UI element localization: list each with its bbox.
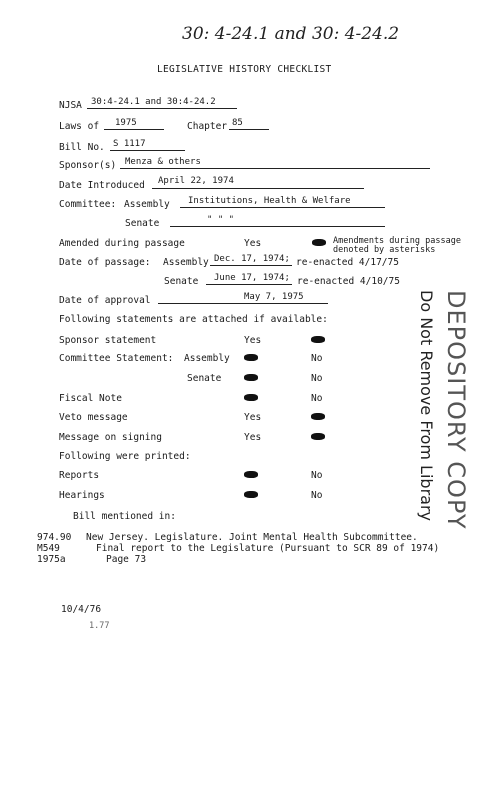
sponsor-statement-no-mark — [311, 336, 325, 343]
stamp-line-2: Do Not Remove From Library — [417, 290, 436, 521]
reports-yes-mark — [244, 471, 258, 478]
citation-line-1: New Jersey. Legislature. Joint Mental Health Subcommittee. — [86, 532, 418, 543]
date-introduced-label: Date Introduced — [59, 180, 145, 191]
committee-assembly-yes-mark — [244, 354, 258, 361]
footer-date: 10/4/76 — [61, 604, 102, 615]
amend-note-2: denoted by asterisks — [333, 245, 436, 255]
veto-message-no-mark — [311, 413, 325, 420]
amend-note-1: Amendments during passage — [333, 236, 461, 246]
njsa-value: 30:4-24.1 and 30:4-24.2 — [91, 97, 216, 107]
committee-senate-label: Senate — [125, 218, 160, 229]
laws-line — [104, 129, 164, 130]
passage-assembly-label: Assembly — [163, 257, 209, 268]
citation-call-1: 974.90 — [37, 532, 72, 543]
citation-call-3: 1975a — [37, 554, 66, 565]
passage-assembly-reenacted: re-enacted 4/17/75 — [296, 257, 399, 268]
chapter-label: Chapter — [187, 121, 228, 132]
stamp-line-1: DEPOSITORY COPY — [442, 290, 470, 530]
laws-label: Laws of — [59, 121, 100, 132]
handwritten-header: 30: 4-24.1 and 30: 4-24.2 — [182, 24, 400, 44]
fiscal-note-label: Fiscal Note — [59, 393, 122, 404]
passage-senate-line — [206, 284, 292, 285]
sponsor-line — [120, 168, 430, 169]
approval-line — [158, 303, 328, 304]
committee-assembly-line — [180, 207, 385, 208]
approval-label: Date of approval — [59, 295, 151, 306]
veto-message-yes: Yes — [244, 412, 262, 423]
chapter-line — [229, 129, 269, 130]
committee-statement-label: Committee Statement: — [59, 353, 174, 364]
approval-value: May 7, 1975 — [244, 292, 304, 302]
signing-message-yes: Yes — [244, 432, 262, 443]
sponsor-value: Menza & others — [125, 157, 201, 167]
bill-line — [110, 150, 185, 151]
reports-no: No — [311, 470, 323, 481]
njsa-line — [87, 108, 237, 109]
committee-statement-assembly-no: No — [311, 353, 323, 364]
amended-label: Amended during passage — [59, 238, 185, 249]
signing-message-label: Message on signing — [59, 432, 162, 443]
date-introduced-line — [152, 188, 364, 189]
attached-heading: Following statements are attached if available: — [59, 314, 328, 325]
committee-assembly-value: Institutions, Health & Welfare — [188, 196, 351, 206]
njsa-label: NJSA — [59, 100, 82, 111]
sponsor-statement-label: Sponsor statement — [59, 335, 157, 346]
citation-line-2: Final report to the Legislature (Pursuant to SCR 89 of 1974) — [96, 543, 440, 554]
passage-assembly-line — [210, 265, 292, 266]
committee-senate-ditto: " " " — [207, 215, 235, 225]
hearings-no: No — [311, 490, 323, 501]
passage-assembly-value: Dec. 17, 1974; — [214, 254, 290, 264]
laws-value: 1975 — [115, 118, 137, 128]
fiscal-note-no: No — [311, 393, 323, 404]
amended-yes: Yes — [244, 238, 262, 249]
committee-senate-yes-mark — [244, 374, 258, 381]
committee-assembly-label: Assembly — [124, 199, 170, 210]
footer-initials: 1.77 — [89, 621, 110, 631]
committee-label: Committee: — [59, 199, 117, 210]
page-title: LEGISLATIVE HISTORY CHECKLIST — [157, 64, 332, 75]
hearings-yes-mark — [244, 491, 258, 498]
chapter-value: 85 — [232, 118, 243, 128]
reports-label: Reports — [59, 470, 100, 481]
bill-label: Bill No. — [59, 142, 105, 153]
passage-senate-label: Senate — [164, 276, 199, 287]
sponsor-statement-yes: Yes — [244, 335, 262, 346]
passage-senate-value: June 17, 1974; — [214, 273, 290, 283]
date-introduced-value: April 22, 1974 — [158, 176, 234, 186]
committee-statement-senate-no: No — [311, 373, 323, 384]
amended-no-mark — [312, 239, 326, 246]
fiscal-note-yes-mark — [244, 394, 258, 401]
committee-senate-line — [170, 226, 385, 227]
sponsor-label: Sponsor(s) — [59, 160, 117, 171]
printed-heading: Following were printed: — [59, 451, 191, 462]
passage-senate-reenacted: re-enacted 4/10/75 — [297, 276, 400, 287]
citation-call-2: M549 — [37, 543, 60, 554]
committee-statement-senate: Senate — [187, 373, 222, 384]
depository-stamp — [417, 290, 470, 530]
passage-label: Date of passage: — [59, 257, 151, 268]
citation-line-3: Page 73 — [106, 554, 147, 565]
bill-mentioned-label: Bill mentioned in: — [73, 511, 176, 522]
committee-statement-assembly: Assembly — [184, 353, 230, 364]
veto-message-label: Veto message — [59, 412, 128, 423]
bill-value: S 1117 — [113, 139, 146, 149]
signing-message-no-mark — [311, 433, 325, 440]
hearings-label: Hearings — [59, 490, 105, 501]
